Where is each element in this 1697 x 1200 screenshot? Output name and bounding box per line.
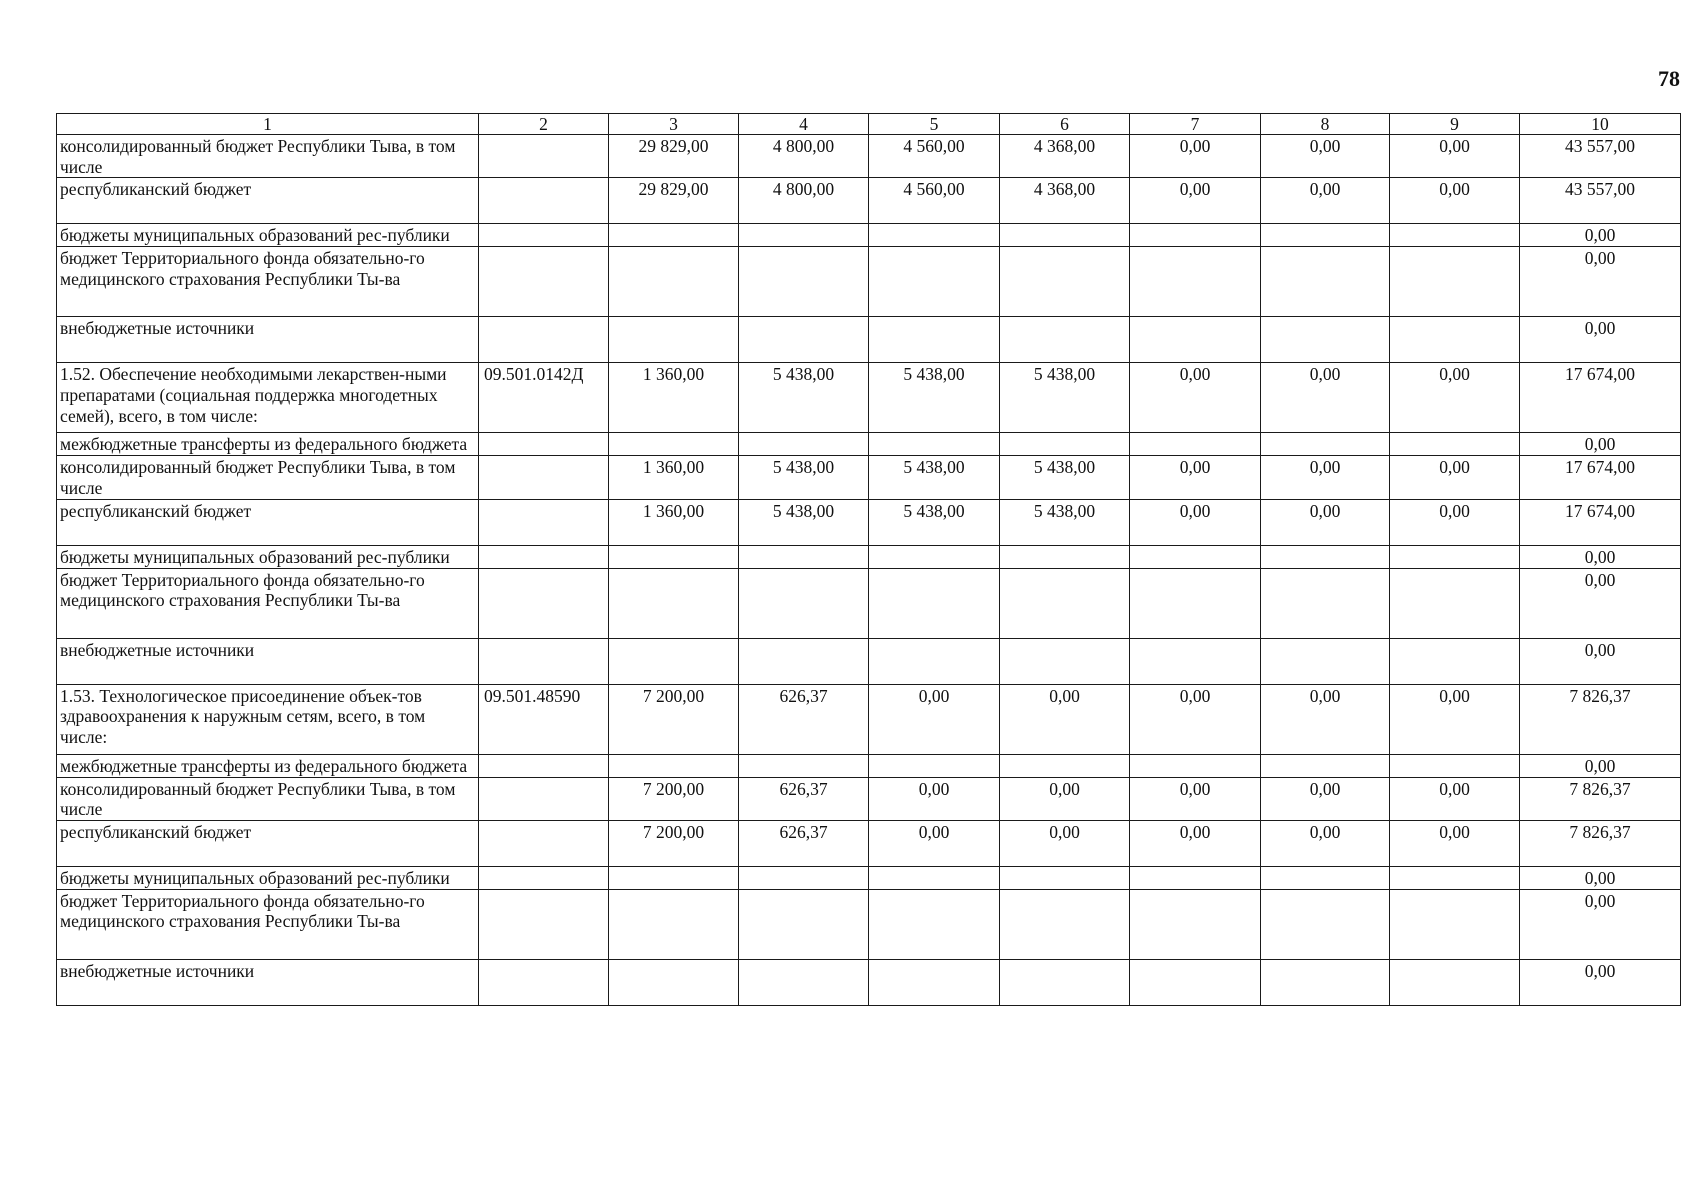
row-value-cell bbox=[739, 754, 869, 777]
row-value-cell: 5 438,00 bbox=[869, 456, 1000, 499]
row-value-cell: 0,00 bbox=[869, 777, 1000, 820]
row-value-cell bbox=[609, 568, 739, 638]
row-value-cell bbox=[1261, 754, 1390, 777]
row-value-cell bbox=[609, 545, 739, 568]
row-label-cell: 1.52. Обеспечение необходимыми лекарствен-ными препаратами (социальная поддержка многодетных семей), всего, в том числе: bbox=[57, 363, 479, 433]
row-value-cell bbox=[609, 959, 739, 1005]
row-value-cell bbox=[1390, 545, 1520, 568]
row-value-cell bbox=[1130, 433, 1261, 456]
row-value-cell bbox=[1130, 224, 1261, 247]
row-value-cell bbox=[1261, 433, 1390, 456]
table-row bbox=[57, 135, 1681, 178]
row-code-cell bbox=[479, 178, 609, 224]
row-value-cell bbox=[1130, 247, 1261, 317]
row-total-cell: 17 674,00 bbox=[1520, 499, 1681, 545]
table-row bbox=[57, 499, 1681, 545]
row-label-cell: консолидированный бюджет Республики Тыва, в том числе bbox=[57, 135, 479, 178]
row-value-cell: 0,00 bbox=[1000, 820, 1130, 866]
row-value-cell bbox=[739, 317, 869, 363]
budget-table bbox=[56, 113, 1681, 1006]
row-value-cell bbox=[1261, 866, 1390, 889]
row-value-cell: 0,00 bbox=[1261, 777, 1390, 820]
row-code-cell: 09.501.0142Д bbox=[479, 363, 609, 433]
row-value-cell: 626,37 bbox=[739, 777, 869, 820]
row-label-cell: бюджеты муниципальных образований рес-публики bbox=[57, 866, 479, 889]
table-row bbox=[57, 866, 1681, 889]
page-number: 78 bbox=[1658, 66, 1680, 91]
row-label-cell: консолидированный бюджет Республики Тыва, в том числе bbox=[57, 456, 479, 499]
row-value-cell bbox=[1390, 866, 1520, 889]
row-value-cell: 7 200,00 bbox=[609, 777, 739, 820]
header-row bbox=[57, 114, 1681, 135]
row-label-cell: республиканский бюджет bbox=[57, 178, 479, 224]
header-cell: 2 bbox=[479, 114, 609, 135]
row-value-cell: 0,00 bbox=[1000, 777, 1130, 820]
row-value-cell: 7 200,00 bbox=[609, 684, 739, 754]
row-value-cell bbox=[1000, 754, 1130, 777]
row-value-cell: 0,00 bbox=[1390, 178, 1520, 224]
row-value-cell: 0,00 bbox=[1390, 135, 1520, 178]
header-cell: 9 bbox=[1390, 114, 1520, 135]
row-value-cell: 0,00 bbox=[1390, 499, 1520, 545]
row-label-cell: республиканский бюджет bbox=[57, 499, 479, 545]
row-total-cell: 0,00 bbox=[1520, 568, 1681, 638]
row-value-cell bbox=[609, 754, 739, 777]
row-value-cell bbox=[869, 317, 1000, 363]
row-value-cell bbox=[1130, 866, 1261, 889]
row-total-cell: 0,00 bbox=[1520, 638, 1681, 684]
row-value-cell: 1 360,00 bbox=[609, 456, 739, 499]
row-code-cell bbox=[479, 135, 609, 178]
row-value-cell bbox=[1000, 224, 1130, 247]
row-value-cell: 0,00 bbox=[1130, 684, 1261, 754]
row-value-cell bbox=[609, 638, 739, 684]
row-value-cell: 29 829,00 bbox=[609, 178, 739, 224]
row-value-cell bbox=[1000, 568, 1130, 638]
row-value-cell: 0,00 bbox=[1130, 499, 1261, 545]
row-value-cell: 4 368,00 bbox=[1000, 135, 1130, 178]
row-value-cell bbox=[1390, 638, 1520, 684]
table-row bbox=[57, 684, 1681, 754]
row-value-cell: 29 829,00 bbox=[609, 135, 739, 178]
row-total-cell: 7 826,37 bbox=[1520, 684, 1681, 754]
row-value-cell: 5 438,00 bbox=[869, 499, 1000, 545]
row-code-cell bbox=[479, 433, 609, 456]
row-value-cell bbox=[739, 866, 869, 889]
table-row bbox=[57, 317, 1681, 363]
row-value-cell bbox=[1390, 959, 1520, 1005]
row-value-cell: 5 438,00 bbox=[1000, 499, 1130, 545]
row-value-cell: 5 438,00 bbox=[739, 363, 869, 433]
row-label-cell: бюджет Территориального фонда обязательно-го медицинского страхования Республики Ты-ва bbox=[57, 568, 479, 638]
row-value-cell bbox=[1000, 866, 1130, 889]
header-cell: 3 bbox=[609, 114, 739, 135]
row-code-cell bbox=[479, 247, 609, 317]
table-row bbox=[57, 456, 1681, 499]
row-total-cell: 0,00 bbox=[1520, 889, 1681, 959]
table-row bbox=[57, 545, 1681, 568]
row-total-cell: 0,00 bbox=[1520, 317, 1681, 363]
row-value-cell bbox=[1000, 638, 1130, 684]
row-value-cell: 0,00 bbox=[1261, 135, 1390, 178]
row-total-cell: 43 557,00 bbox=[1520, 135, 1681, 178]
row-label-cell: межбюджетные трансферты из федерального бюджета bbox=[57, 433, 479, 456]
row-code-cell bbox=[479, 638, 609, 684]
row-value-cell: 0,00 bbox=[1261, 820, 1390, 866]
table-row bbox=[57, 820, 1681, 866]
row-total-cell: 0,00 bbox=[1520, 545, 1681, 568]
row-value-cell bbox=[609, 433, 739, 456]
row-value-cell: 4 368,00 bbox=[1000, 178, 1130, 224]
row-value-cell: 0,00 bbox=[1390, 777, 1520, 820]
row-value-cell: 0,00 bbox=[1390, 820, 1520, 866]
row-value-cell bbox=[609, 247, 739, 317]
header-cell: 6 bbox=[1000, 114, 1130, 135]
row-value-cell: 0,00 bbox=[1261, 684, 1390, 754]
row-value-cell bbox=[869, 247, 1000, 317]
row-value-cell: 0,00 bbox=[1130, 820, 1261, 866]
row-value-cell: 4 560,00 bbox=[869, 135, 1000, 178]
row-value-cell: 5 438,00 bbox=[739, 456, 869, 499]
table-row bbox=[57, 433, 1681, 456]
table-row bbox=[57, 247, 1681, 317]
row-value-cell bbox=[739, 959, 869, 1005]
row-code-cell bbox=[479, 889, 609, 959]
row-value-cell bbox=[1261, 224, 1390, 247]
table-row bbox=[57, 224, 1681, 247]
row-value-cell bbox=[1261, 317, 1390, 363]
table-row bbox=[57, 178, 1681, 224]
header-cell: 4 bbox=[739, 114, 869, 135]
row-value-cell: 5 438,00 bbox=[1000, 456, 1130, 499]
row-value-cell bbox=[1130, 889, 1261, 959]
header-cell: 7 bbox=[1130, 114, 1261, 135]
row-value-cell: 4 560,00 bbox=[869, 178, 1000, 224]
row-value-cell bbox=[1261, 638, 1390, 684]
row-value-cell bbox=[1390, 247, 1520, 317]
row-value-cell bbox=[1390, 433, 1520, 456]
row-value-cell: 626,37 bbox=[739, 684, 869, 754]
row-value-cell bbox=[869, 545, 1000, 568]
row-total-cell: 17 674,00 bbox=[1520, 363, 1681, 433]
row-total-cell: 17 674,00 bbox=[1520, 456, 1681, 499]
row-total-cell: 0,00 bbox=[1520, 754, 1681, 777]
row-code-cell bbox=[479, 754, 609, 777]
row-value-cell bbox=[1130, 638, 1261, 684]
row-total-cell: 43 557,00 bbox=[1520, 178, 1681, 224]
row-value-cell bbox=[739, 638, 869, 684]
header-cell: 1 bbox=[57, 114, 479, 135]
row-code-cell bbox=[479, 820, 609, 866]
row-value-cell: 0,00 bbox=[1130, 363, 1261, 433]
row-value-cell bbox=[869, 754, 1000, 777]
row-value-cell: 4 800,00 bbox=[739, 178, 869, 224]
row-value-cell bbox=[1261, 959, 1390, 1005]
row-value-cell bbox=[1261, 889, 1390, 959]
row-value-cell bbox=[1130, 317, 1261, 363]
table-row bbox=[57, 363, 1681, 433]
row-value-cell bbox=[1390, 224, 1520, 247]
row-label-cell: внебюджетные источники bbox=[57, 317, 479, 363]
row-value-cell: 0,00 bbox=[1261, 499, 1390, 545]
row-value-cell bbox=[869, 224, 1000, 247]
row-value-cell bbox=[869, 866, 1000, 889]
row-value-cell bbox=[1000, 959, 1130, 1005]
row-value-cell bbox=[1390, 889, 1520, 959]
table-row bbox=[57, 568, 1681, 638]
row-code-cell bbox=[479, 568, 609, 638]
row-value-cell: 0,00 bbox=[1261, 178, 1390, 224]
row-label-cell: внебюджетные источники bbox=[57, 959, 479, 1005]
row-code-cell bbox=[479, 224, 609, 247]
row-total-cell: 0,00 bbox=[1520, 866, 1681, 889]
row-value-cell: 5 438,00 bbox=[739, 499, 869, 545]
row-label-cell: внебюджетные источники bbox=[57, 638, 479, 684]
row-value-cell bbox=[1390, 568, 1520, 638]
row-value-cell bbox=[869, 433, 1000, 456]
row-value-cell bbox=[1130, 568, 1261, 638]
row-value-cell: 0,00 bbox=[1261, 456, 1390, 499]
row-value-cell: 0,00 bbox=[869, 684, 1000, 754]
row-value-cell: 5 438,00 bbox=[869, 363, 1000, 433]
row-value-cell: 0,00 bbox=[1261, 363, 1390, 433]
table-row bbox=[57, 638, 1681, 684]
row-value-cell: 0,00 bbox=[1130, 135, 1261, 178]
row-value-cell: 4 800,00 bbox=[739, 135, 869, 178]
row-label-cell: консолидированный бюджет Республики Тыва, в том числе bbox=[57, 777, 479, 820]
table-row bbox=[57, 889, 1681, 959]
row-code-cell bbox=[479, 317, 609, 363]
row-value-cell: 7 200,00 bbox=[609, 820, 739, 866]
row-value-cell bbox=[1130, 545, 1261, 568]
table-row bbox=[57, 754, 1681, 777]
row-value-cell bbox=[739, 545, 869, 568]
row-total-cell: 0,00 bbox=[1520, 433, 1681, 456]
row-value-cell: 1 360,00 bbox=[609, 363, 739, 433]
row-value-cell bbox=[1000, 545, 1130, 568]
row-total-cell: 0,00 bbox=[1520, 959, 1681, 1005]
row-value-cell bbox=[739, 247, 869, 317]
row-total-cell: 0,00 bbox=[1520, 224, 1681, 247]
row-value-cell bbox=[1000, 889, 1130, 959]
row-value-cell: 626,37 bbox=[739, 820, 869, 866]
row-value-cell bbox=[1000, 317, 1130, 363]
row-value-cell bbox=[739, 433, 869, 456]
row-value-cell: 0,00 bbox=[1130, 456, 1261, 499]
row-value-cell bbox=[1261, 545, 1390, 568]
row-value-cell bbox=[739, 568, 869, 638]
row-code-cell bbox=[479, 777, 609, 820]
row-label-cell: бюджет Территориального фонда обязательно-го медицинского страхования Республики Ты-ва bbox=[57, 247, 479, 317]
row-code-cell bbox=[479, 456, 609, 499]
row-value-cell: 0,00 bbox=[869, 820, 1000, 866]
row-value-cell bbox=[609, 317, 739, 363]
row-value-cell bbox=[609, 224, 739, 247]
row-value-cell: 0,00 bbox=[1130, 777, 1261, 820]
header-cell: 8 bbox=[1261, 114, 1390, 135]
row-value-cell: 0,00 bbox=[1000, 684, 1130, 754]
row-value-cell bbox=[1130, 754, 1261, 777]
row-value-cell: 0,00 bbox=[1130, 178, 1261, 224]
row-value-cell: 1 360,00 bbox=[609, 499, 739, 545]
row-code-cell bbox=[479, 545, 609, 568]
row-value-cell: 5 438,00 bbox=[1000, 363, 1130, 433]
row-value-cell bbox=[869, 889, 1000, 959]
header-cell: 10 bbox=[1520, 114, 1681, 135]
row-value-cell: 0,00 bbox=[1390, 456, 1520, 499]
row-value-cell bbox=[609, 866, 739, 889]
row-label-cell: бюджеты муниципальных образований рес-публики bbox=[57, 224, 479, 247]
row-label-cell: бюджеты муниципальных образований рес-публики bbox=[57, 545, 479, 568]
row-value-cell bbox=[1261, 247, 1390, 317]
row-label-cell: межбюджетные трансферты из федерального бюджета bbox=[57, 754, 479, 777]
row-value-cell bbox=[869, 568, 1000, 638]
row-label-cell: республиканский бюджет bbox=[57, 820, 479, 866]
table-row bbox=[57, 777, 1681, 820]
row-label-cell: 1.53. Технологическое присоединение объек-тов здравоохранения к наружным сетям, всего, в том числе: bbox=[57, 684, 479, 754]
row-code-cell bbox=[479, 499, 609, 545]
row-total-cell: 7 826,37 bbox=[1520, 777, 1681, 820]
row-value-cell bbox=[1000, 247, 1130, 317]
row-code-cell bbox=[479, 959, 609, 1005]
row-code-cell: 09.501.48590 bbox=[479, 684, 609, 754]
row-code-cell bbox=[479, 866, 609, 889]
row-total-cell: 7 826,37 bbox=[1520, 820, 1681, 866]
row-value-cell bbox=[1390, 317, 1520, 363]
row-value-cell bbox=[869, 638, 1000, 684]
table-body bbox=[57, 135, 1681, 1006]
row-value-cell bbox=[1000, 433, 1130, 456]
row-value-cell bbox=[739, 224, 869, 247]
row-value-cell bbox=[609, 889, 739, 959]
table-header bbox=[57, 114, 1681, 135]
row-value-cell bbox=[869, 959, 1000, 1005]
header-cell: 5 bbox=[869, 114, 1000, 135]
row-label-cell: бюджет Территориального фонда обязательно-го медицинского страхования Республики Ты-ва bbox=[57, 889, 479, 959]
row-value-cell bbox=[1261, 568, 1390, 638]
row-value-cell: 0,00 bbox=[1390, 363, 1520, 433]
row-value-cell bbox=[1130, 959, 1261, 1005]
table-row bbox=[57, 959, 1681, 1005]
row-value-cell bbox=[739, 889, 869, 959]
row-value-cell bbox=[1390, 754, 1520, 777]
row-total-cell: 0,00 bbox=[1520, 247, 1681, 317]
row-value-cell: 0,00 bbox=[1390, 684, 1520, 754]
